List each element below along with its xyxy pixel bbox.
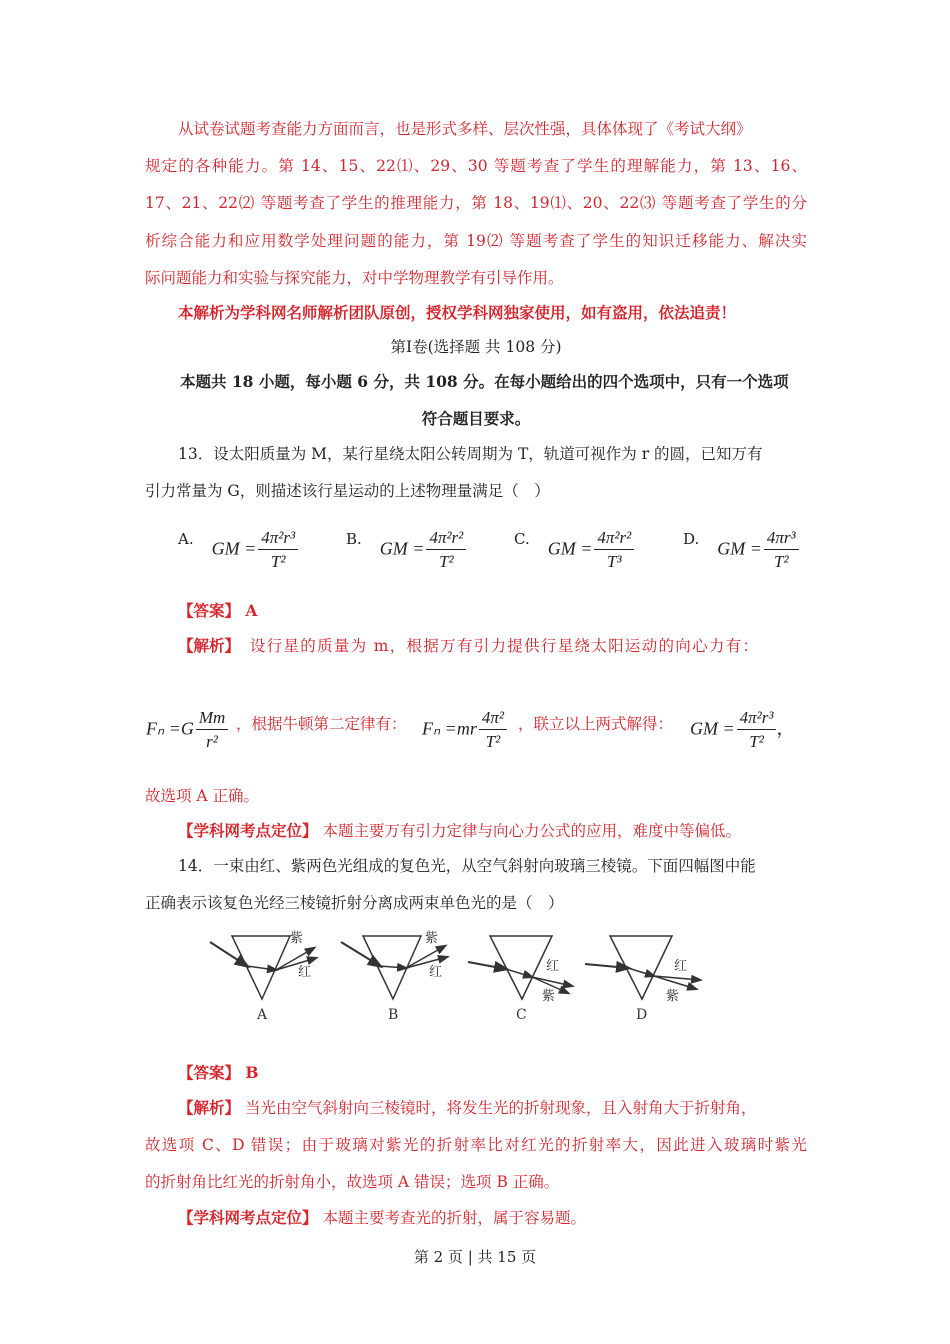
point-tag: 【学科网考点定位】	[178, 821, 318, 840]
q13-analysis	[178, 636, 840, 656]
section-instructions: 本题共 18 小题，每小题 6 分，共 108 分。在每小题给出的四个选项中，只有一个选项	[180, 372, 789, 391]
prism-panel-d	[585, 936, 700, 1023]
upper-label: 红	[674, 959, 688, 974]
q13-option-d	[683, 528, 799, 573]
upper-label: 紫	[425, 931, 439, 946]
option-label: C.	[514, 530, 530, 548]
q14-analysis	[178, 1098, 840, 1118]
denominator: T²	[749, 732, 764, 751]
intro-line: 际问题能力和实验与探究能力，对中学物理教学有引导作用。	[145, 269, 564, 287]
numerator: 4π²r²	[426, 528, 466, 550]
upper-label: 红	[546, 959, 560, 974]
q13-point	[178, 821, 840, 841]
q14-stem: 正确表示该复色光经三棱镜折射分离成两束单色光的是（ ）	[145, 894, 564, 912]
refracted-ray	[380, 966, 406, 968]
q14-answer	[178, 1063, 840, 1083]
eq-text: ，联立以上两式解得：	[518, 715, 674, 733]
denominator: T²	[485, 732, 501, 751]
answer-tag: 【答案】	[178, 601, 241, 620]
panel-label: C	[516, 1007, 527, 1023]
prism-figure	[200, 915, 840, 1025]
answer-tag: 【答案】	[178, 1063, 241, 1082]
page-footer: 第 2 页 | 共 15 页	[413, 1248, 537, 1266]
panel-label: D	[636, 1007, 648, 1023]
q14-analysis-line: 的折射角比红光的折射角小，故选项 A 错误；选项 B 正确。	[145, 1173, 560, 1191]
copyright-notice: 本解析为学科网名师解析团队原创，授权学科网独家使用，如有盗用，依法追责！	[178, 303, 737, 322]
answer-value: A	[245, 601, 258, 620]
panel-label: B	[388, 1007, 399, 1023]
q14-stem: 14．一束由红、紫两色光组成的复色光，从空气斜射向玻璃三棱镜。下面四幅图中能	[178, 857, 756, 875]
analysis-text: 设行星的质量为 m，根据万有引力提供行星绕太阳运动的向心力有：	[249, 637, 760, 655]
q13-stem: 引力常量为 G，则描述该行星运动的上述物理量满足（ ）	[145, 482, 550, 500]
red-ray	[532, 977, 572, 986]
denominator: T²	[270, 552, 286, 571]
option-label: D.	[683, 530, 700, 548]
eq-lhs: Fₙ =G	[146, 718, 194, 739]
option-label: A.	[178, 530, 194, 548]
q13-stem: 13．设太阳质量为 M，某行星绕太阳公转周期为 T，轨道可视作为 r 的圆，已知万有	[178, 445, 763, 463]
prism-panel-b	[341, 930, 447, 1023]
denominator: r²	[206, 732, 218, 751]
q13-option-c	[514, 528, 634, 573]
analysis-text: 当光由空气斜射向三棱镜时，将发生光的折射现象，且入射角大于折射角，	[244, 1099, 757, 1117]
section-instructions: 符合题目要求。	[421, 409, 531, 428]
intro-line: 17、21、22⑵ 等题考查了学生的推理能力，第 18、19⑴、20、22⑶ 等题考查了学生的分	[145, 194, 807, 212]
denominator: T²	[773, 552, 789, 571]
refracted-ray	[628, 968, 654, 976]
panel-label: A	[257, 1007, 268, 1023]
intro-line: 从试卷试题考查能力方面而言，也是形式多样、层次性强，具体体现了《考试大纲》	[178, 120, 752, 138]
numerator: 4π²r³	[258, 528, 298, 550]
numerator: 4πr³	[764, 528, 799, 550]
refracted-ray	[247, 966, 276, 970]
intro-line: 规定的各种能力。第 14、15、22⑴、29、30 等题考查了学生的理解能力，第 13、16、	[145, 157, 807, 175]
eq-lhs: GM =	[690, 718, 735, 739]
numerator: 4π²r²	[594, 528, 634, 550]
option-lhs: GM =	[211, 538, 257, 559]
point-tag: 【学科网考点定位】	[178, 1208, 318, 1227]
incident-ray	[585, 964, 628, 968]
lower-label: 紫	[666, 989, 680, 1004]
prism-panel-c	[468, 936, 572, 1023]
answer-value: B	[245, 1063, 259, 1082]
numerator: Mm	[196, 708, 228, 730]
option-lhs: GM =	[717, 538, 762, 559]
q13-conclusion: 故选项 A 正确。	[145, 787, 260, 805]
eq-lhs: Fₙ =mr	[422, 718, 477, 739]
section-title: 第Ⅰ卷(选择题 共 108 分)	[390, 338, 562, 356]
option-lhs: GM =	[547, 538, 593, 559]
numerator: 4π²r³	[737, 708, 777, 730]
incident-ray	[210, 942, 247, 966]
eq-tail: ，	[776, 718, 795, 739]
equation-result	[690, 708, 794, 753]
q13-answer	[178, 601, 840, 621]
q14-analysis-line: 故选项 C、D 错误；由于玻璃对紫光的折射率比对红光的折射率大，因此进入玻璃时紫光	[145, 1136, 807, 1154]
intro-line: 析综合能力和应用数学处理问题的能力，第 19⑵ 等题考查了学生的知识迁移能力、解决实	[145, 232, 807, 250]
incident-ray	[341, 942, 380, 966]
numerator: 4π²	[479, 708, 507, 730]
point-text: 本题主要考查光的折射，属于容易题。	[322, 1209, 586, 1227]
equation-newton	[422, 708, 507, 753]
lower-label: 红	[298, 965, 312, 980]
upper-label: 紫	[290, 931, 304, 946]
analysis-tag: 【解析】	[178, 636, 241, 655]
q13-option-a	[178, 528, 298, 573]
eq-text: ，根据牛顿第二定律有：	[236, 715, 407, 733]
lower-label: 红	[429, 965, 443, 980]
option-label: B.	[346, 530, 362, 548]
prism-panel-a	[210, 930, 316, 1023]
denominator: T²	[439, 552, 454, 571]
analysis-tag: 【解析】	[178, 1098, 241, 1117]
incident-ray	[468, 962, 506, 969]
lower-label: 紫	[542, 989, 556, 1004]
q14-point	[178, 1208, 840, 1228]
q13-option-b	[346, 528, 466, 573]
denominator: T³	[606, 552, 622, 571]
point-text: 本题主要万有引力定律与向心力公式的应用，难度中等偏低。	[322, 822, 741, 840]
equation-gravity	[146, 708, 228, 753]
option-lhs: GM =	[379, 538, 425, 559]
